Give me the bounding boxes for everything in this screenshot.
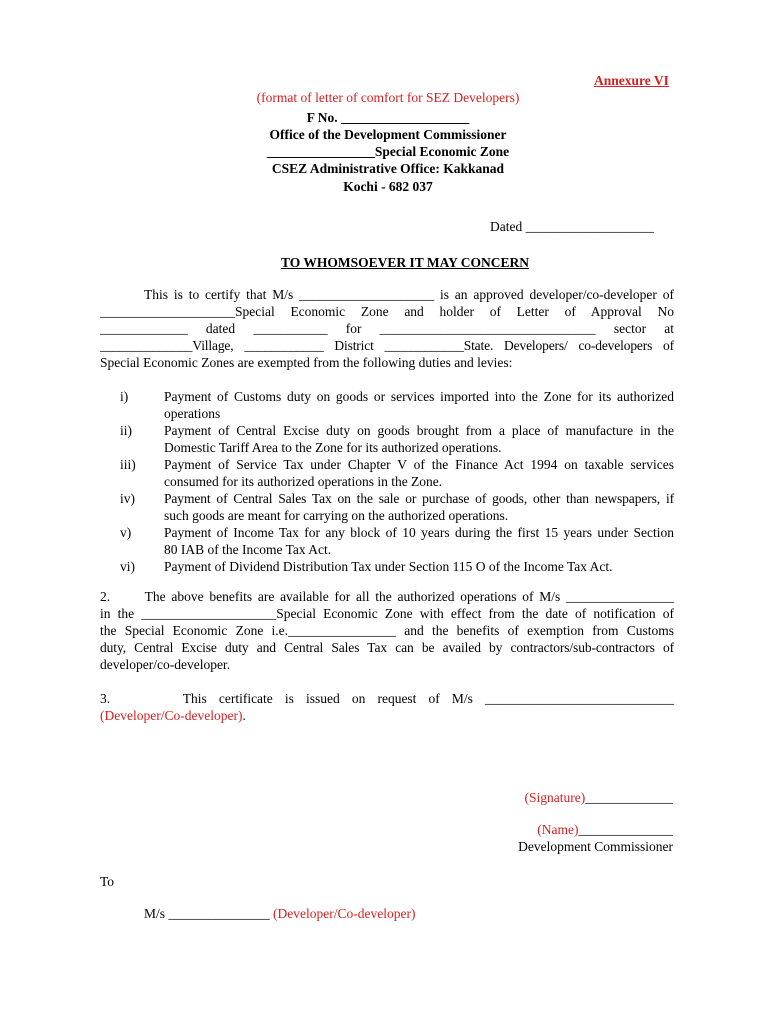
list-item-text: such goods are meant for carrying on the authorized operations. xyxy=(164,508,509,523)
paragraph-1 xyxy=(100,286,674,371)
para3-period: . xyxy=(242,708,246,723)
para1-line: This is to certify that M/s ____________________ is an approved developer/co-developer of xyxy=(144,287,674,302)
list-number: iv) xyxy=(120,491,135,506)
file-number: F No. ___________________ xyxy=(306,110,470,125)
list-item-text: operations xyxy=(164,406,221,421)
list-item-text: Payment of Central Excise duty on goods brought from a place of manufacture in the xyxy=(164,423,674,438)
addressee-line xyxy=(144,905,415,922)
exemption-list xyxy=(100,388,674,575)
letter-title: TO WHOMSOEVER IT MAY CONCERN xyxy=(280,255,530,270)
list-item xyxy=(100,524,674,558)
addressee-role: (Developer/Co-developer) xyxy=(273,906,416,921)
zone-name: ________________Special Economic Zone xyxy=(266,144,510,159)
para3-line-2 xyxy=(100,707,674,724)
office-name: Office of the Development Commissioner xyxy=(269,127,507,142)
para2-line: 2. The above benefits are available for all the authorized operations of M/s ________________ xyxy=(100,589,674,604)
list-number: vi) xyxy=(120,559,135,574)
list-number: iii) xyxy=(120,457,136,472)
para1-line: ____________________Special Economic Zone and holder of Letter of Approval No xyxy=(100,304,674,319)
list-item xyxy=(100,388,674,422)
addressee-prefix: M/s _______________ xyxy=(144,906,274,921)
name-line xyxy=(537,821,673,838)
list-item-text: consumed for its authorized operations in the Zone. xyxy=(164,474,443,489)
list-item-text: Domestic Tariff Area to the Zone for its authorized operations. xyxy=(164,440,502,455)
paragraph-3 xyxy=(100,690,674,724)
list-item xyxy=(100,422,674,456)
annexure-label: Annexure VI xyxy=(594,73,669,88)
format-note: (format of letter of comfort for SEZ Developers) xyxy=(256,90,520,105)
para2-line: developer/co-developer. xyxy=(100,657,231,672)
signature-label: (Signature) xyxy=(524,790,586,805)
list-item-text: Payment of Income Tax for any block of 10 years during the first 15 years under Section xyxy=(164,525,674,540)
list-item-text: 80 IAB of the Income Tax Act. xyxy=(164,542,332,557)
list-item-text: Payment of Central Sales Tax on the sale or purchase of goods, other than newspapers, if xyxy=(164,491,674,506)
para2-line: duty, Central Excise duty and Central Sales Tax can be availed by contractors/sub-contractors of xyxy=(100,640,674,655)
signature-line xyxy=(525,789,673,806)
list-item-text: Payment of Customs duty on goods or services imported into the Zone for its authorized xyxy=(164,389,674,404)
list-item xyxy=(100,456,674,490)
para1-line: ______________Village, ____________ District ____________State. Developers/ co-developers of xyxy=(100,338,674,353)
paragraph-2 xyxy=(100,588,674,673)
designation: Development Commissioner xyxy=(518,839,673,854)
to-label: To xyxy=(100,874,115,889)
para2-line: the Special Economic Zone i.e.________________ and the benefits of exemption from Customs xyxy=(100,623,674,638)
name-blank: ______________ xyxy=(578,822,673,837)
signature-blank: _____________ xyxy=(585,790,673,805)
developer-role-label: (Developer/Co-developer) xyxy=(100,708,243,723)
list-number: ii) xyxy=(120,423,132,438)
dated-field: Dated ___________________ xyxy=(490,219,654,234)
para1-line: _____________ dated ___________ for ________________________________ sector at xyxy=(100,321,674,336)
name-label: (Name) xyxy=(537,822,579,837)
para3-line: 3. This certificate is issued on request of M/s ____________________________ xyxy=(100,691,674,706)
para1-line: Special Economic Zones are exempted from the following duties and levies: xyxy=(100,355,513,370)
admin-office: CSEZ Administrative Office: Kakkanad xyxy=(271,161,505,176)
para2-line: in the ____________________Special Economic Zone with effect from the date of notification of xyxy=(100,606,674,621)
list-item-text: Payment of Service Tax under Chapter V of the Finance Act 1994 on taxable services xyxy=(164,457,674,472)
list-item xyxy=(100,558,674,575)
list-item xyxy=(100,490,674,524)
city-pin: Kochi - 682 037 xyxy=(343,179,433,194)
list-number: i) xyxy=(120,389,129,404)
list-number: v) xyxy=(120,525,132,540)
list-item-text: Payment of Dividend Distribution Tax under Section 115 O of the Income Tax Act. xyxy=(164,559,613,574)
